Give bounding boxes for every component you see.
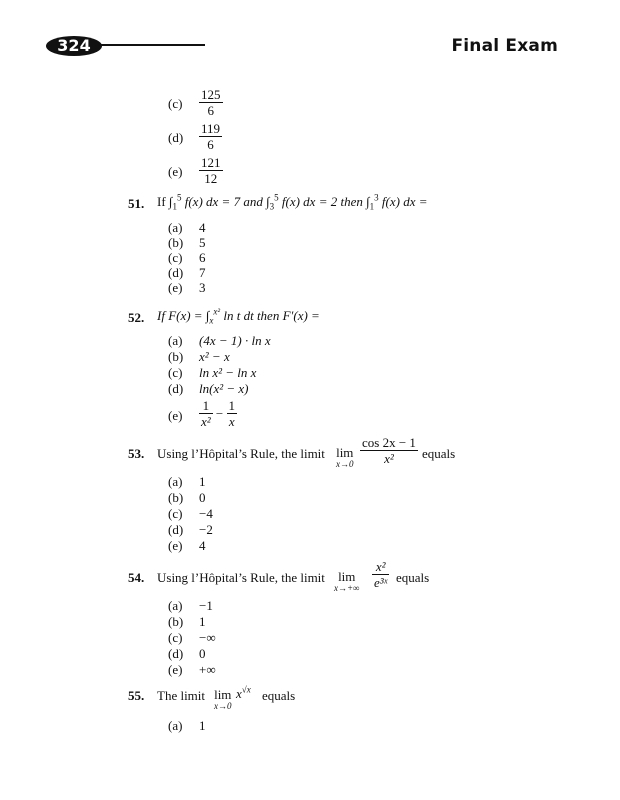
option-label: (a) — [168, 474, 183, 489]
question-55-text: The limit — [157, 688, 206, 703]
option-value: 1 — [199, 474, 206, 489]
limit-expression: $x^{√x}$ — [236, 684, 251, 701]
option-fraction: $\frac{121}{12}$ — [201, 155, 221, 186]
page-title: Final Exam — [451, 36, 558, 56]
option-label: (a) — [168, 598, 183, 613]
option-value: +∞ — [199, 662, 216, 677]
question-number: 54. — [128, 570, 145, 585]
option-label: (e) — [168, 164, 183, 179]
question-suffix: equals — [396, 570, 430, 585]
option-label: (b) — [168, 235, 184, 250]
option-label: (e) — [168, 408, 183, 423]
option-value: 3 — [199, 280, 206, 295]
option-value: (4x − 1) · ln x — [199, 333, 271, 348]
question-number: 52. — [128, 310, 145, 325]
option-fraction: $\frac{119}{6}$ — [201, 121, 221, 152]
question-52-text: If $F(x) = \int_x^{x^2}$ ln t dt then F′(x) = — [157, 306, 320, 326]
option-label: (c) — [168, 630, 183, 645]
option-label: (d) — [168, 265, 184, 280]
option-value: 4 — [199, 538, 206, 553]
option-label: (c) — [168, 96, 183, 111]
question-number: 53. — [128, 446, 145, 461]
option-label: (b) — [168, 349, 184, 364]
option-value: x² − x — [199, 349, 230, 364]
option-value: −2 — [199, 522, 213, 537]
option-value: ln(x² − x) — [199, 381, 249, 396]
option-label: (d) — [168, 381, 184, 396]
option-label: (b) — [168, 490, 184, 505]
option-value: 0 — [199, 490, 206, 505]
option-label: (d) — [168, 522, 184, 537]
option-label: (d) — [168, 130, 184, 145]
option-fraction: $\frac{125}{6}$ — [201, 87, 221, 118]
limit-operator: lim x→0 — [336, 445, 354, 469]
option-value: 6 — [199, 250, 206, 265]
question-53-text: Using l’Hôpital’s Rule, the limit — [157, 446, 325, 461]
question-suffix: equals — [422, 446, 456, 461]
option-value: 1 — [199, 614, 206, 629]
option-label: (e) — [168, 662, 183, 677]
limit-operator: lim x→0 — [214, 687, 232, 711]
option-label: (e) — [168, 280, 183, 295]
option-value: ln x² − ln x — [199, 365, 257, 380]
option-value: −1 — [199, 598, 213, 613]
option-value: 1 — [199, 718, 206, 733]
option-label: (a) — [168, 718, 183, 733]
option-value: −4 — [199, 506, 213, 521]
option-value: 4 — [199, 220, 206, 235]
option-value: 7 — [199, 265, 206, 280]
option-value: 5 — [199, 235, 206, 250]
option-value: 0 — [199, 646, 206, 661]
option-label: (a) — [168, 333, 183, 348]
limit-operator: lim x→+∞ — [334, 569, 360, 593]
option-label: (c) — [168, 506, 183, 521]
option-label: (d) — [168, 646, 184, 661]
limit-fraction: $\frac{\text{x²}}{\text{e³ˣ}}$ — [374, 559, 388, 590]
question-suffix: equals — [262, 688, 296, 703]
option-label: (b) — [168, 614, 184, 629]
option-label: (c) — [168, 250, 183, 265]
question-51-text: If $\int_1^5$ f(x) dx = 7 and $\int_3^5$ f(x) dx = 2 then $\int_1^3$ f(x) dx = — [157, 192, 428, 212]
option-value: −∞ — [199, 630, 216, 645]
question-number: 55. — [128, 688, 145, 703]
option-label: (c) — [168, 365, 183, 380]
option-label: (e) — [168, 538, 183, 553]
option-fraction: $\frac{1}{\text{x²}}$ − $\frac{1}{x}$ — [201, 398, 236, 429]
limit-fraction: $\frac{\cos 2x - 1}{\text{x²}}$ — [362, 435, 416, 466]
question-54-text: Using l’Hôpital’s Rule, the limit — [157, 570, 325, 585]
page-number: 324 — [46, 36, 102, 56]
question-number: 51. — [128, 196, 145, 211]
option-label: (a) — [168, 220, 183, 235]
